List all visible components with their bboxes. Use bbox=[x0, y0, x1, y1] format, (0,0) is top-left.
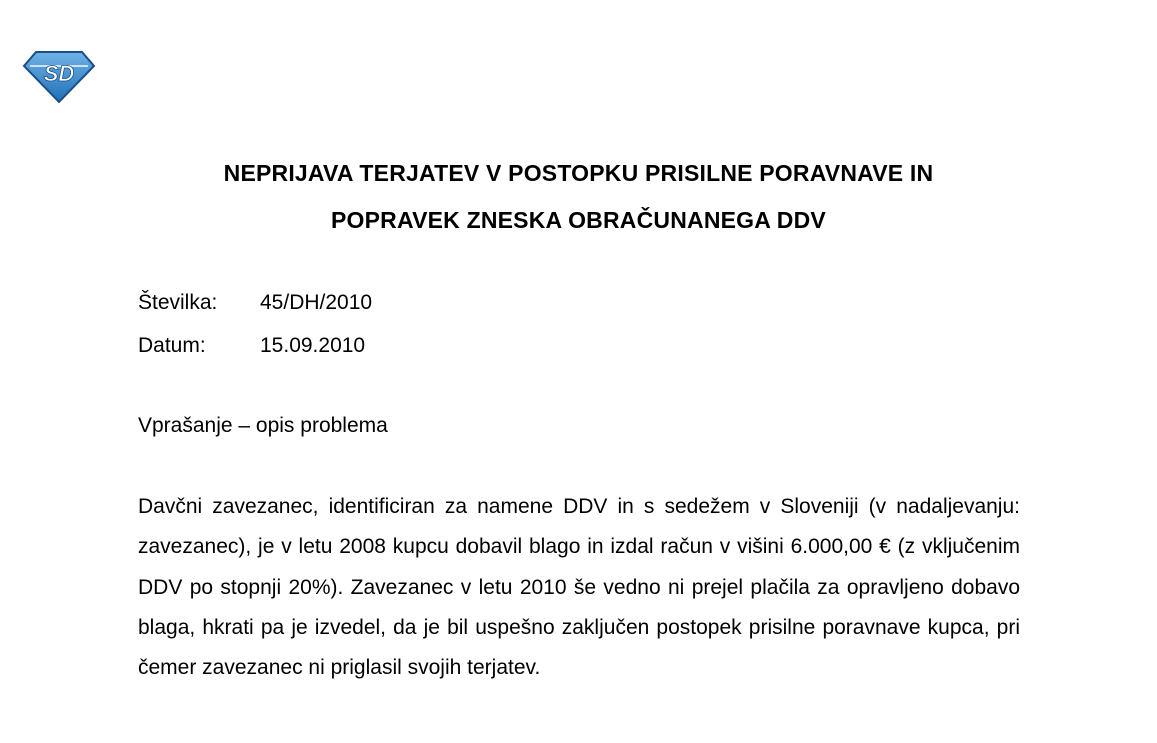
document-title-line-1: NEPRIJAVA TERJATEV V POSTOPKU PRISILNE PORAVNAVE IN bbox=[223, 160, 934, 186]
number-label: Številka: bbox=[138, 291, 218, 314]
svg-text:SD: SD bbox=[43, 61, 75, 86]
body-paragraph: Davčni zavezanec, identificiran za namene DDV in s sedežem v Sloveniji (v nadaljevanju: zavezanec), je v letu 2008 kupcu dobavil blago in izdal račun v višini 6.000,00 € (z vključenim DDV po stopnji 20%). Zavezanec v letu 2010 še vedno ni prejel plačila za opravljeno dobavo blaga, hkrati pa je izvedel, da je bil uspešno zaključen postopek prisilne poravnave kupca, pri čemer zavezanec ni priglasil svojih terjatev. bbox=[138, 495, 1020, 680]
sd-logo-icon bbox=[22, 50, 96, 104]
date-label: Datum: bbox=[138, 334, 206, 357]
document-title-line-2: POPRAVEK ZNESKA OBRAČUNANEGA DDV bbox=[331, 207, 826, 233]
date-row bbox=[138, 334, 365, 358]
number-value: 45/DH/2010 bbox=[260, 291, 373, 314]
date-value: 15.09.2010 bbox=[260, 334, 366, 357]
section-heading: Vprašanje – opis problema bbox=[138, 414, 388, 437]
number-row bbox=[138, 291, 372, 315]
